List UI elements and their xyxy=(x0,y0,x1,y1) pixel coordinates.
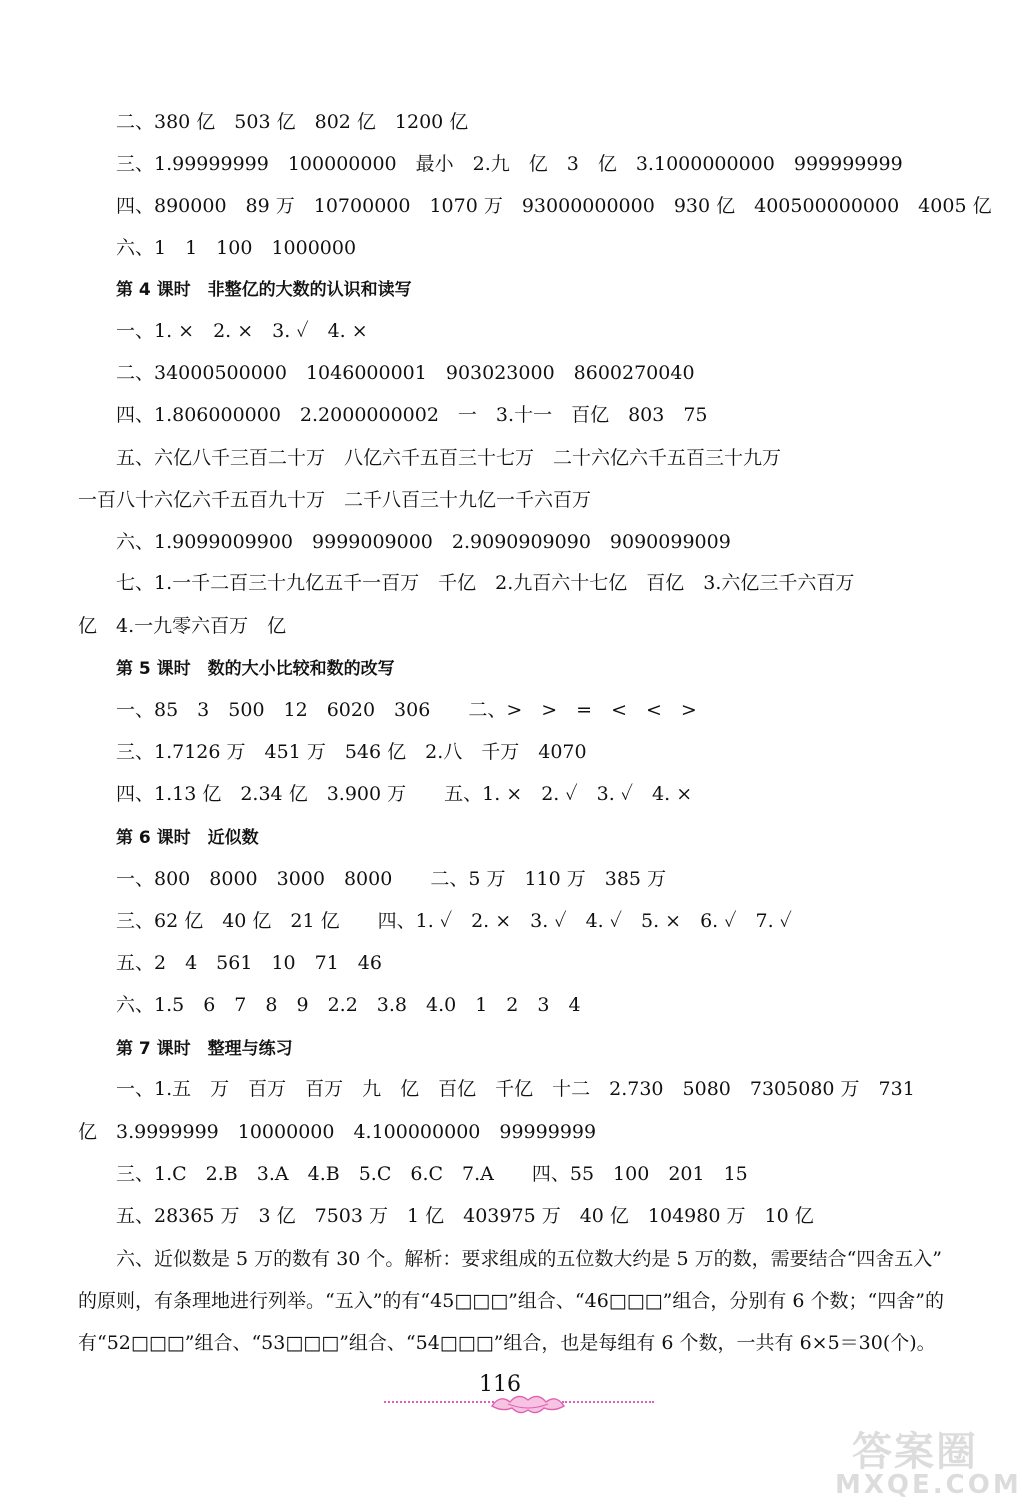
footer-ornament-icon xyxy=(488,1388,568,1418)
explanation-line: 六、近似数是 5 万的数有 30 个。解析：要求组成的五位数大约是 5 万的数，需要结合“四舍五入” xyxy=(116,1248,943,1270)
answer-line: 五、六亿八千三百二十万 八亿六千五百三十七万 二十六亿六千五百三十九万 xyxy=(116,447,782,469)
footer-dotted-rule-right xyxy=(562,1401,654,1403)
answer-line: 一、85 3 500 12 6020 306 二、> > = < < > xyxy=(116,699,697,721)
answer-line: 四、1.13 亿 2.34 亿 3.900 万 五、1. × 2. ✓ 3. ✓ 4. × xyxy=(116,783,693,805)
answer-line: 六、1.5 6 7 8 9 2.2 3.8 4.0 1 2 3 4 xyxy=(116,994,581,1016)
page-number: 116 xyxy=(479,1372,521,1397)
answer-line: 六、1 1 100 1000000 xyxy=(116,237,357,259)
explanation-line: 有“52□□□”组合、“53□□□”组合、“54□□□”组合，也是每组有 6 个数，一共有 6×5＝30(个)。 xyxy=(78,1332,936,1354)
answer-line: 四、1.806000000 2.2000000002 一 3.十一 百亿 803 75 xyxy=(116,404,708,426)
answer-line: 四、890000 89 万 10700000 1070 万 93000000000 930 亿 400500000000 4005 亿 xyxy=(116,195,992,217)
section-heading: 第 5 课时 数的大小比较和数的改写 xyxy=(116,659,395,679)
explanation-line: 的原则，有条理地进行列举。“五入”的有“45□□□”组合、“46□□□”组合，分别有 6 个数；“四舍”的 xyxy=(78,1290,944,1312)
answer-line: 五、2 4 561 10 71 46 xyxy=(116,952,382,974)
answer-line-continued: 亿 3.9999999 10000000 4.100000000 99999999 xyxy=(78,1121,597,1143)
answer-line: 一、1.五 万 百万 百万 九 亿 百亿 千亿 十二 2.730 5080 7305080 万 731 xyxy=(116,1078,915,1100)
answer-line: 七、1.一千二百三十九亿五千一百万 千亿 2.九百六十七亿 百亿 3.六亿三千六百万 xyxy=(116,572,855,594)
answer-line: 三、62 亿 40 亿 21 亿 四、1. ✓ 2. × 3. ✓ 4. ✓ 5. × 6. ✓ 7. ✓ xyxy=(116,910,792,932)
answer-line-continued: 亿 4.一九零六百万 亿 xyxy=(78,615,287,637)
answer-line: 五、28365 万 3 亿 7503 万 1 亿 403975 万 40 亿 104980 万 10 亿 xyxy=(116,1205,814,1227)
watermark-en: MXQE.COM xyxy=(835,1470,1022,1500)
section-heading: 第 4 课时 非整亿的大数的认识和读写 xyxy=(116,280,412,300)
answer-line-continued: 一百八十六亿六千五百九十万 二千八百三十九亿一千六百万 xyxy=(78,489,592,511)
answer-line: 六、1.9099009900 9999009000 2.9090909090 9090099009 xyxy=(116,531,731,553)
answer-line: 一、800 8000 3000 8000 二、5 万 110 万 385 万 xyxy=(116,868,667,890)
answer-line: 二、380 亿 503 亿 802 亿 1200 亿 xyxy=(116,111,469,133)
answer-line: 三、1.7126 万 451 万 546 亿 2.八 千万 4070 xyxy=(116,741,587,763)
watermark-logo xyxy=(835,1420,1022,1502)
answer-line: 三、1.99999999 100000000 最小 2.九 亿 3 亿 3.1000000000 999999999 xyxy=(116,153,903,175)
watermark-cn: 答案圈 xyxy=(852,1429,978,1475)
section-heading: 第 7 课时 整理与练习 xyxy=(116,1039,293,1059)
footer-dotted-rule-left xyxy=(384,1401,494,1403)
section-heading: 第 6 课时 近似数 xyxy=(116,828,259,848)
answer-line: 三、1.C 2.B 3.A 4.B 5.C 6.C 7.A 四、55 100 201 15 xyxy=(116,1163,748,1185)
answer-line: 一、1. × 2. × 3. ✓ 4. × xyxy=(116,320,368,342)
answer-line: 二、34000500000 1046000001 903023000 8600270040 xyxy=(116,362,695,384)
